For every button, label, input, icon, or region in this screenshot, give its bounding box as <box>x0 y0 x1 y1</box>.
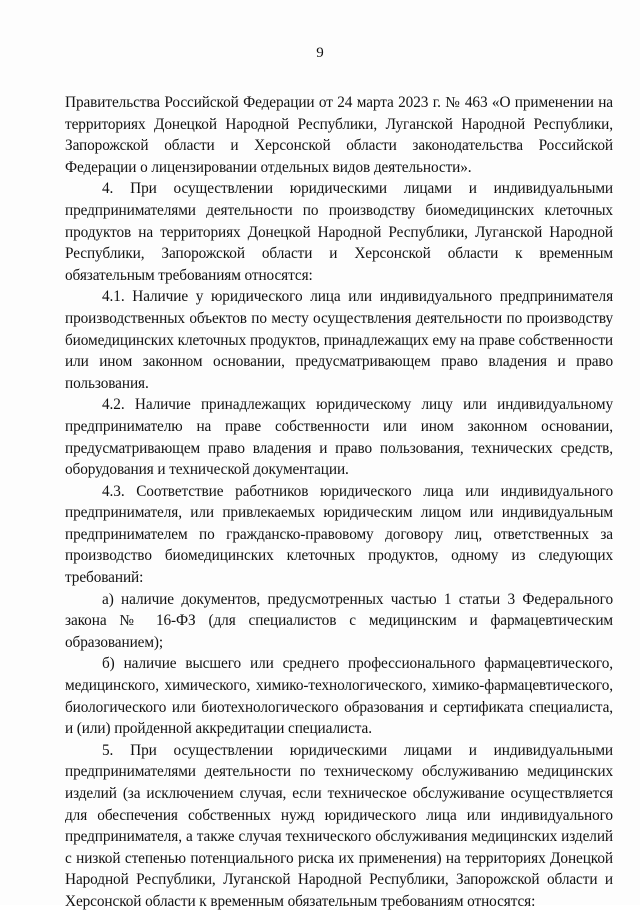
paragraph-item-4-2: 4.2. Наличие принадлежащих юридическому лицу или индивидуальному предпринимателю на праве собственности или ином законном основании, предусматривающем право владения и право пользования, технических средств, оборудования и технической документации. <box>65 396 613 479</box>
paragraph-continuation: Правительства Российской Федерации от 24 марта 2023 г. № 463 «О применении на территориях Донецкой Народной Республики, Луганской Народной Республики, Запорожской области и Херсонской области законодательства Российской Федерации о лицензировании отдельных видов деятельности». <box>65 94 613 176</box>
document-body <box>65 92 613 913</box>
paragraph-item-4-1: 4.1. Наличие у юридического лица или индивидуального предпринимателя производственных объектов по месту осуществления деятельности по производству биомедицинских клеточных продуктов, принадлежащих ему на праве собственности или ином законном основании, предусматривающем право владения и право пользования. <box>65 288 613 392</box>
paragraph-item-5: 5. При осуществлении юридическими лицами и индивидуальными предпринимателями деятельности по техническому обслуживанию медицинских изделий (за исключением случая, если техническое обслуживание осуществляется для обеспечения собственных нужд юридического лица или индивидуального предпринимателя, а также случая технического обслуживания медицинских изделий с низкой степенью потенциального риска их применения) на территориях Донецкой Народной Республики, Луганской Народной Республики, Запорожской области и Херсонской области к временным обязательным требованиям относятся: <box>65 741 613 910</box>
paragraph-subitem-a: а) наличие документов, предусмотренных частью 1 статьи 3 Федерального закона № 16-ФЗ (для специалистов с медицинским и фармацевтическим образованием); <box>65 590 613 651</box>
paragraph-item-4-3: 4.3. Соответствие работников юридического лица или индивидуального предпринимателя, или привлекаемых юридическим лицом или индивидуальным предпринимателем по гражданско-правовому договору лиц, ответственных за производство биомедицинских клеточных продуктов, одному из следующих требований: <box>65 482 613 587</box>
paragraph-subitem-b: б) наличие высшего или среднего профессионального фармацевтического, медицинского, химического, химико-технологического, химико-фармацевтического, биологического или биотехнологического образования и сертификата специалиста, и (или) пройденной аккредитации специалиста. <box>65 655 613 738</box>
page-number: 9 <box>316 45 324 61</box>
paragraph-item-4: 4. При осуществлении юридическими лицами и индивидуальными предпринимателями деятельности по производству биомедицинских клеточных продуктов на территориях Донецкой Народной Республики, Луганской Народной Республики, Запорожской области и Херсонской области к временным обязательным требованиям относятся: <box>65 180 613 284</box>
